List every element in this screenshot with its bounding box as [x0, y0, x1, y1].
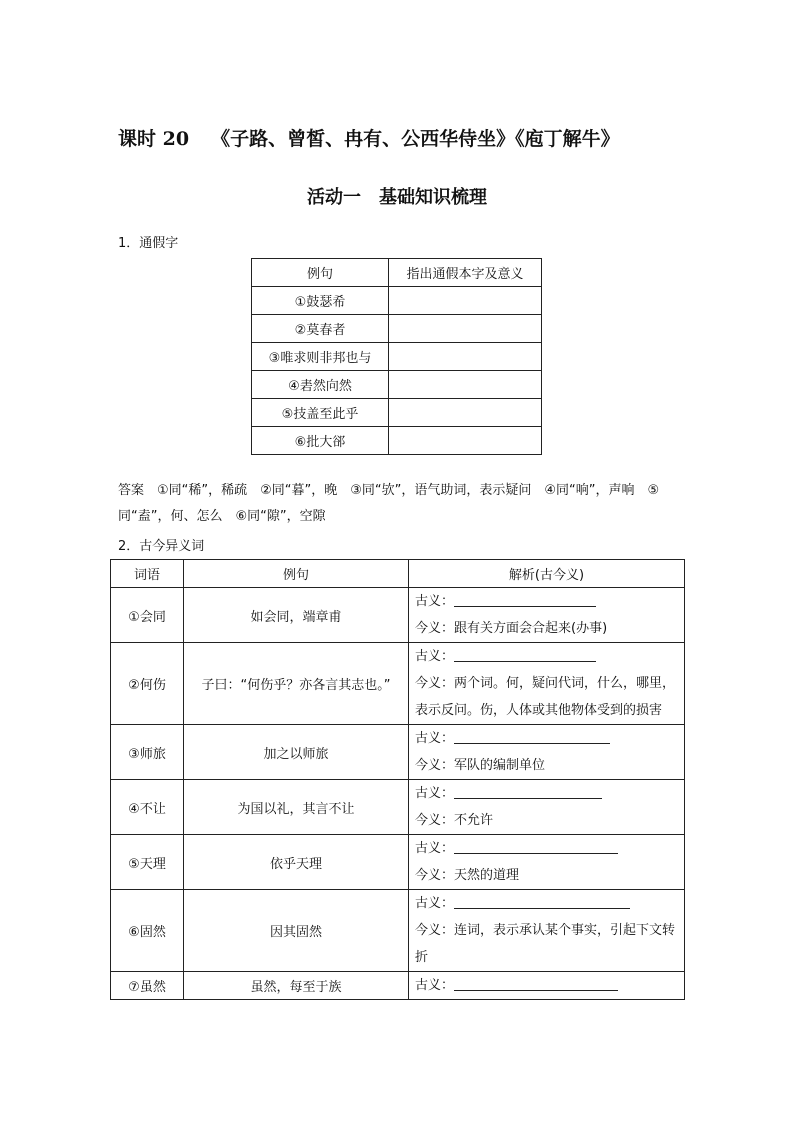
ancient-label: 古义： — [415, 786, 455, 801]
example-cell: 为国以礼，其言不让 — [184, 780, 409, 835]
example-cell: ⑥批大郤 — [252, 427, 389, 455]
analysis-cell — [409, 643, 685, 725]
table-row — [252, 399, 542, 427]
word-cell: ⑥固然 — [111, 890, 184, 972]
ancient-label: 古义： — [415, 978, 455, 993]
modern-meaning: 今义：连词，表示承认某个事实，引起下文转折 — [415, 923, 676, 965]
section-heading-gujinyiyi: 2．古今异义词 — [118, 539, 205, 554]
word-cell: ⑦虽然 — [111, 972, 184, 1000]
gujinyiyi-table — [110, 559, 685, 1000]
answer-cell — [389, 343, 542, 371]
example-cell: ②莫春者 — [252, 315, 389, 343]
answer-label: 答案 — [118, 483, 145, 498]
answer-block — [118, 478, 678, 530]
analysis-cell — [409, 780, 685, 835]
activity-heading: 活动一 基础知识梳理 — [307, 187, 487, 208]
modern-meaning: 今义：军队的编制单位 — [415, 758, 546, 773]
word-cell: ②何伤 — [111, 643, 184, 725]
ancient-label: 古义： — [415, 731, 455, 746]
table-row — [111, 780, 685, 835]
modern-meaning: 今义：两个词。何，疑问代词，什么，哪里，表示反问。伤，人体或其他物体受到的损害 — [415, 676, 676, 718]
example-cell: 如会同，端章甫 — [184, 588, 409, 643]
table-row — [111, 972, 685, 1000]
ancient-label: 古义： — [415, 841, 455, 856]
analysis-cell — [409, 588, 685, 643]
table-row — [252, 287, 542, 315]
answer-cell — [389, 315, 542, 343]
answer-cell — [389, 287, 542, 315]
answer-cell — [389, 399, 542, 427]
section-heading-tongjiazi: 1．通假字 — [118, 236, 179, 251]
analysis-cell — [409, 725, 685, 780]
table-header: 解析(古今义) — [409, 560, 685, 588]
table-row — [252, 371, 542, 399]
lesson-title — [118, 124, 698, 151]
fill-blank[interactable] — [454, 729, 610, 744]
example-cell: ③唯求则非邦也与 — [252, 343, 389, 371]
tongjiazi-table — [251, 258, 542, 455]
answer-text: ①同“稀”，稀疏 ②同“暮”，晚 ③同“欤”，语气助词，表示疑问 ④同“响”，声响 ⑤同“盍”，何、怎么 ⑥同“隙”，空隙 — [118, 483, 660, 524]
word-cell: ③师旅 — [111, 725, 184, 780]
fill-blank[interactable] — [454, 647, 596, 662]
example-cell: 依乎天理 — [184, 835, 409, 890]
table-row — [111, 643, 685, 725]
table-row — [111, 588, 685, 643]
ancient-label: 古义： — [415, 649, 455, 664]
word-cell: ⑤天理 — [111, 835, 184, 890]
modern-meaning: 今义：跟有关方面会合起来(办事) — [415, 621, 608, 636]
lesson-title-text: 《子路、曾皙、冉有、公西华侍坐》《庖丁解牛》 — [211, 128, 620, 150]
fill-blank[interactable] — [454, 592, 596, 607]
table-header: 指出通假本字及意义 — [389, 259, 542, 287]
example-cell: 加之以师旅 — [184, 725, 409, 780]
fill-blank[interactable] — [454, 976, 618, 991]
analysis-cell — [409, 835, 685, 890]
table-row — [252, 315, 542, 343]
example-cell: 虽然，每至于族 — [184, 972, 409, 1000]
table-header: 例句 — [252, 259, 389, 287]
example-cell: ⑤技盖至此乎 — [252, 399, 389, 427]
table-row — [111, 725, 685, 780]
table-row — [111, 890, 685, 972]
ancient-label: 古义： — [415, 594, 455, 609]
table-row — [252, 343, 542, 371]
analysis-cell — [409, 890, 685, 972]
modern-meaning: 今义：不允许 — [415, 813, 494, 828]
word-cell: ①会同 — [111, 588, 184, 643]
fill-blank[interactable] — [454, 839, 618, 854]
word-cell: ④不让 — [111, 780, 184, 835]
answer-cell — [389, 371, 542, 399]
answer-cell — [389, 427, 542, 455]
fill-blank[interactable] — [454, 894, 630, 909]
example-cell: 因其固然 — [184, 890, 409, 972]
example-cell: ①鼓瑟希 — [252, 287, 389, 315]
example-cell: 子曰：“何伤乎？亦各言其志也。” — [184, 643, 409, 725]
fill-blank[interactable] — [454, 784, 602, 799]
modern-meaning: 今义：天然的道理 — [415, 868, 520, 883]
table-header: 词语 — [111, 560, 184, 588]
table-header: 例句 — [184, 560, 409, 588]
lesson-number: 课时 20 — [118, 128, 190, 150]
table-row — [252, 427, 542, 455]
table-row — [111, 835, 685, 890]
example-cell: ④砉然向然 — [252, 371, 389, 399]
analysis-cell — [409, 972, 685, 1000]
ancient-label: 古义： — [415, 896, 455, 911]
